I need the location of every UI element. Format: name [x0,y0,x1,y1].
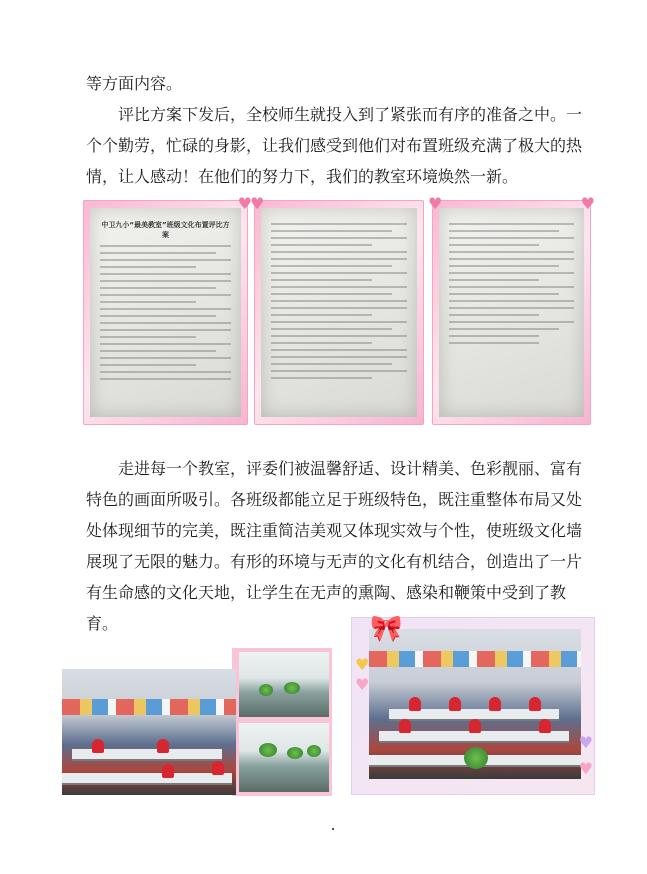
page-dot [332,828,334,830]
photo-document-2 [250,194,424,425]
photo-document-1 [83,194,252,425]
photo-window-plants-2 [239,723,329,792]
heart-icon: ♥ [578,759,593,778]
document-title: 中卫九小“最美教室”班级文化布置评比方案 [101,221,230,239]
heart-icon: ♥ [578,733,593,752]
photo-classroom-1 [62,669,236,795]
paragraph-intro-end: 等方面内容。 [86,74,183,93]
heart-icon: ♥ [250,194,265,213]
photo-window-plants-1 [239,652,329,717]
heart-icon: ♥ [580,194,595,213]
paragraph-preparation: 评比方案下发后，全校师生就投入到了紧张而有序的准备之中。一个个勤劳，忙碌的身影，让我们感受到他们对布置班级充满了极大的热情，让人感动！在他们的努力下，我们的教室环境焕然一新。 [86,105,583,186]
heart-icon: ♥ [355,655,370,674]
photo-document-3 [428,194,595,425]
heart-icon: ♥ [237,194,252,213]
paragraph-evaluation: 走进每一个教室，评委们被温馨舒适、设计精美、色彩靓丽、富有特色的画面所吸引。各班级都能立足于班级特色，既注重整体布局又处处体现细节的完美，既注重简洁美观又体现实效与个性，使班级文化墙展现了无限的魅力。有形的环境与无声的文化有机结合，创造出了一片有生命感的文化天地，让学生在无声的熏陶、感染和鞭策中受到了教育。 [86,459,583,633]
document-page [439,208,584,417]
bow-icon: 🎀 [370,614,403,644]
document-page [90,208,241,417]
heart-icon: ♥ [355,675,370,694]
document-page [261,208,417,417]
heart-icon: ♥ [428,194,443,213]
photo-classroom-2 [369,629,581,779]
